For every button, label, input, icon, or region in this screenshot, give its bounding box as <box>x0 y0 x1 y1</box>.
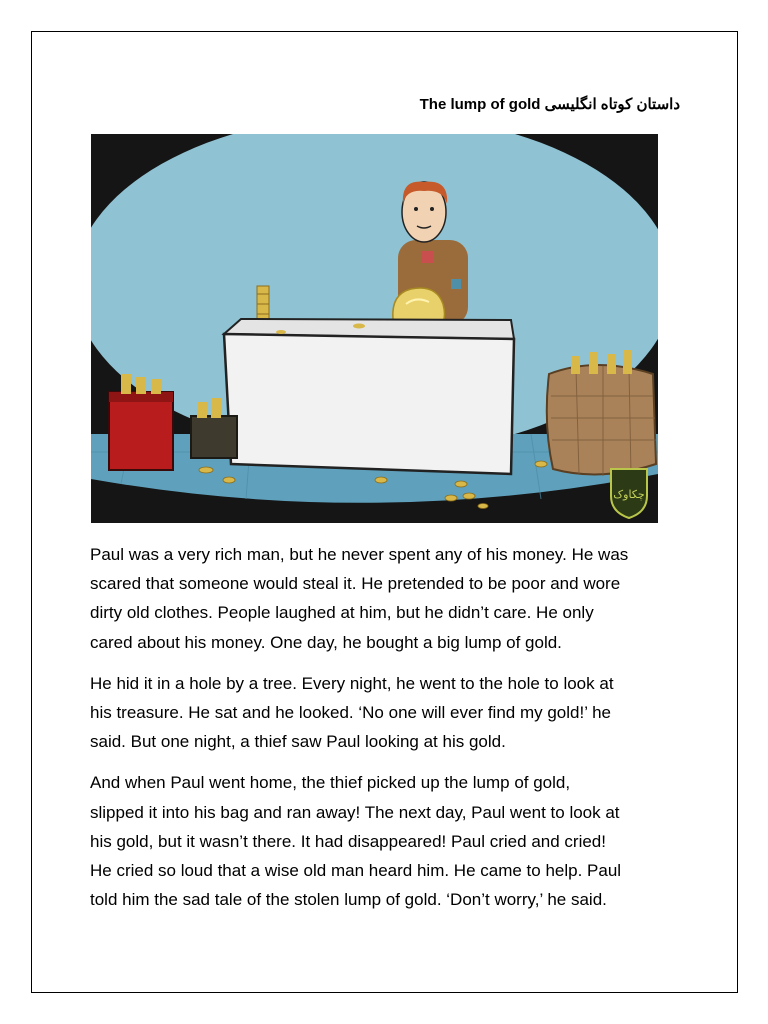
text-line: told him the sad tale of the stolen lump of gold. ‘Don’t worry,’ he said. <box>90 890 607 910</box>
text-line: He cried so loud that a wise old man heard him. He came to help. Paul <box>90 861 622 881</box>
logo-text: چکاوک <box>613 488 645 501</box>
text-line: slipped it into his bag and ran away! The next day, Paul went to look at <box>90 802 620 822</box>
story-paragraph <box>90 540 690 657</box>
title-english: The lump of gold <box>419 96 541 113</box>
text-line: dirty old clothes. People laughed at him, but he didn’t care. He only <box>90 603 594 623</box>
text-line: Paul was a very rich man, but he never spent any of his money. He was <box>90 545 629 564</box>
text-line: his gold, but it wasn’t there. It had disappeared! Paul cried and cried! <box>90 831 606 851</box>
story-illustration <box>91 134 658 523</box>
text-line: said. But one night, a thief saw Paul looking at his gold. <box>90 732 506 752</box>
story-text <box>90 540 690 926</box>
table <box>224 319 514 474</box>
text-line: He hid it in a hole by a tree. Every night, he went to the hole to look at <box>90 673 614 693</box>
text-line: his treasure. He sat and he looked. ‘No one will ever find my gold!’ he <box>90 703 611 723</box>
page-title <box>90 95 680 113</box>
story-paragraph <box>90 669 690 757</box>
text-line: scared that someone would steal it. He pretended to be poor and wore <box>90 574 621 594</box>
text-line: And when Paul went home, the thief picked up the lump of gold, <box>90 773 571 793</box>
text-line: cared about his money. One day, he bought a big lump of gold. <box>90 632 562 652</box>
shield-logo-icon <box>611 469 647 518</box>
story-paragraph <box>90 768 690 914</box>
title-persian: داستان کوتاه انگلیسی <box>544 96 680 113</box>
